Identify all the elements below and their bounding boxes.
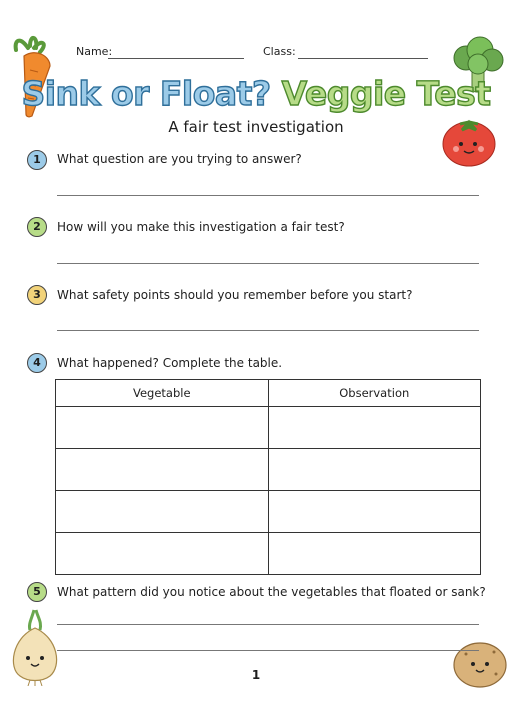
question-number-2: 2 <box>27 217 47 237</box>
answer-line-5a[interactable] <box>57 624 479 625</box>
observation-cell[interactable] <box>268 491 481 533</box>
question-text-1: What question are you trying to answer? <box>57 152 302 166</box>
page-number: 1 <box>251 668 261 682</box>
table-row <box>56 407 481 449</box>
answer-line-3[interactable] <box>57 330 479 331</box>
observation-table <box>55 379 481 575</box>
title-part2: Veggie Test <box>281 74 491 113</box>
potato-icon <box>452 640 508 690</box>
question-text-3: What safety points should you remember before you start? <box>57 288 413 302</box>
title-part1: Sink or Float? <box>21 74 271 113</box>
table-row <box>56 449 481 491</box>
vegetable-cell[interactable] <box>56 449 269 491</box>
question-number-4: 4 <box>27 353 47 373</box>
table-row <box>56 533 481 575</box>
question-number-3: 3 <box>27 285 47 305</box>
table-header-vegetable: Vegetable <box>56 380 269 407</box>
question-number-5: 5 <box>27 582 47 602</box>
question-text-4: What happened? Complete the table. <box>57 356 283 370</box>
table-header-observation: Observation <box>268 380 481 407</box>
answer-line-2[interactable] <box>57 263 479 264</box>
name-field[interactable] <box>108 58 244 59</box>
page-subtitle: A fair test investigation <box>168 118 344 136</box>
observation-cell[interactable] <box>268 533 481 575</box>
page-title <box>0 74 512 113</box>
vegetable-cell[interactable] <box>56 491 269 533</box>
vegetable-cell[interactable] <box>56 407 269 449</box>
class-field[interactable] <box>298 58 428 59</box>
observation-cell[interactable] <box>268 449 481 491</box>
question-text-5: What pattern did you notice about the vegetables that floated or sank? <box>57 585 486 599</box>
question-text-2: How will you make this investigation a fair test? <box>57 220 345 234</box>
observation-cell[interactable] <box>268 407 481 449</box>
class-label: Class: <box>263 45 296 58</box>
answer-line-5b[interactable] <box>57 650 479 651</box>
vegetable-cell[interactable] <box>56 533 269 575</box>
answer-line-1[interactable] <box>57 195 479 196</box>
name-label: Name: <box>76 45 113 58</box>
question-number-1: 1 <box>27 150 47 170</box>
table-row <box>56 491 481 533</box>
